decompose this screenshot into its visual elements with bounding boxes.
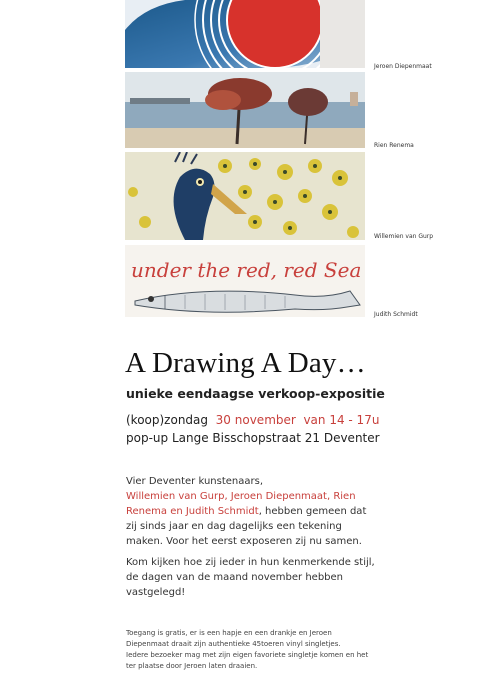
intro-line: Vier Deventer kunstenaars,: [126, 476, 264, 487]
landscape-painting: [125, 72, 365, 148]
event-date-line: [126, 413, 379, 427]
artist-names: Willemien van Gurp, Jeroen Diepenmaat, Rien Renema en Judith Schmidt: [126, 491, 356, 517]
event-date: 30 november: [215, 413, 296, 427]
page-title: A Drawing A Day…: [125, 347, 366, 379]
intro-text: [126, 489, 376, 549]
intro-rest: , hebben gemeen dat zij sinds jaar en dag dagelijks een tekening maken. Voor het eerst exposeren zij nu samen.: [126, 506, 367, 547]
footer-note: [126, 628, 376, 672]
artwork-renema: [125, 72, 365, 148]
invite-paragraph: Kom kijken hoe zij ieder in hun kenmerkende stijl, de dagen van de maand november hebben vastgelegd!: [126, 557, 375, 598]
peacock-painting: [125, 152, 365, 240]
artist-caption: Rien Renema: [374, 142, 414, 149]
event-venue: pop-up Lange Bisschopstraat 21 Deventer: [126, 431, 380, 445]
footer-line-1: Toegang is gratis, er is een hapje en een drankje en Jeroen Diepenmaat draait zijn authentieke 45toeren vinyl singletjes.: [126, 629, 341, 648]
intro-paragraph: [126, 474, 376, 549]
artwork-van-gurp: [125, 152, 365, 240]
subtitle: unieke eendaagse verkoop-expositie: [126, 386, 385, 401]
event-day: (koop)zondag: [126, 413, 209, 427]
artist-caption: Judith Schmidt: [374, 311, 418, 318]
event-time: van 14 - 17u: [303, 413, 380, 427]
artist-caption: Jeroen Diepenmaat: [374, 63, 432, 70]
handwritten-lettering: under the red, red Sea: [131, 258, 362, 282]
abstract-circle-painting: [125, 0, 365, 68]
footer-line-2: Iedere bezoeker mag met zijn eigen favoriete singletje komen en het ter plaatse door Jeroen laten draaien.: [126, 651, 369, 670]
fish-drawing: [125, 245, 365, 317]
artist-caption: Willemien van Gurp: [374, 233, 434, 240]
artwork-diepenmaat: [125, 0, 365, 68]
artwork-schmidt: [125, 245, 365, 317]
